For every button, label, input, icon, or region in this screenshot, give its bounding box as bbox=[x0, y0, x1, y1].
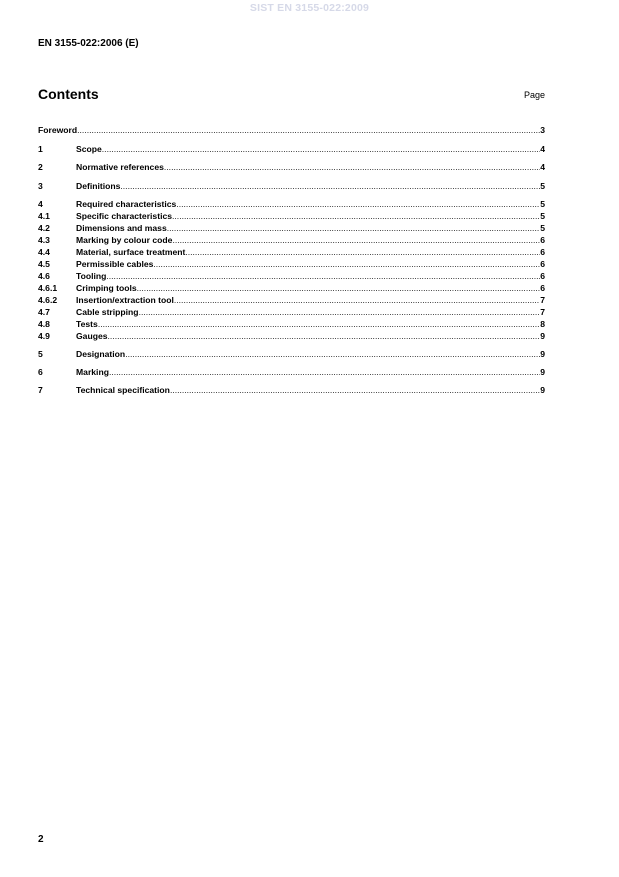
toc-entry-title: Cable stripping bbox=[76, 307, 139, 317]
toc-entry-title: Dimensions and mass bbox=[76, 223, 167, 233]
toc-entry-number: 3 bbox=[38, 181, 43, 191]
toc-entry-page: 4 bbox=[540, 162, 545, 172]
toc-entry-number: 4.2 bbox=[38, 223, 50, 233]
toc-entry-4[interactable] bbox=[38, 198, 545, 210]
toc-entry-page: 9 bbox=[540, 367, 545, 377]
toc-entry-number: 4.4 bbox=[38, 247, 50, 257]
toc-entry-title: Tests bbox=[76, 319, 98, 329]
toc-entry-number: 2 bbox=[38, 162, 43, 172]
toc-entry-title: Normative references bbox=[76, 162, 164, 172]
toc-entry-number: 4.6.1 bbox=[38, 283, 58, 293]
document-id: EN 3155-022:2006 (E) bbox=[38, 38, 139, 49]
toc-leader-dots bbox=[185, 246, 540, 258]
toc-entry-title: Crimping tools bbox=[76, 283, 137, 293]
toc-leader-dots bbox=[108, 330, 541, 342]
toc-entry-page: 8 bbox=[540, 319, 545, 329]
toc-entry-title: Specific characteristics bbox=[76, 211, 173, 221]
toc-leader-dots bbox=[164, 161, 540, 173]
toc-entry-2[interactable] bbox=[38, 161, 545, 173]
toc-leader-dots bbox=[106, 270, 540, 282]
toc-entry-foreword[interactable] bbox=[38, 124, 545, 136]
toc-entry-number: 4.9 bbox=[38, 331, 50, 341]
toc-entry-7[interactable] bbox=[38, 384, 545, 396]
watermark: SIST EN 3155-022:2009 bbox=[249, 2, 370, 14]
toc-leader-dots bbox=[170, 384, 540, 396]
toc-leader-dots bbox=[172, 234, 540, 246]
toc-entry-number: 4.8 bbox=[38, 319, 50, 329]
toc-leader-dots bbox=[109, 366, 540, 378]
toc-entry-title: Definitions bbox=[76, 181, 121, 191]
toc-leader-dots bbox=[120, 180, 540, 192]
toc-entry-title: Material, surface treatment bbox=[76, 247, 186, 257]
toc-entry-page: 5 bbox=[540, 211, 545, 221]
toc-entry-title: Marking bbox=[76, 367, 109, 377]
toc-entry-title: Designation bbox=[76, 349, 126, 359]
toc-entry-page: 7 bbox=[540, 307, 545, 317]
toc-entry-number: 4 bbox=[38, 199, 43, 209]
toc-entry-page: 6 bbox=[540, 247, 545, 257]
toc-entry-page: 5 bbox=[540, 199, 545, 209]
toc-entry-title: Gauges bbox=[76, 331, 108, 341]
toc-entry-4-4[interactable] bbox=[38, 246, 545, 258]
toc-entry-title: Foreword bbox=[38, 125, 78, 135]
toc-entry-4-7[interactable] bbox=[38, 306, 545, 318]
toc-entry-title: Tooling bbox=[76, 271, 107, 281]
toc-entry-title: Required characteristics bbox=[76, 199, 177, 209]
toc-entry-title: Scope bbox=[76, 144, 102, 154]
toc-leader-dots bbox=[153, 258, 540, 270]
toc-entry-page: 6 bbox=[540, 283, 545, 293]
toc-entry-page: 6 bbox=[540, 271, 545, 281]
toc-entry-page: 9 bbox=[540, 385, 545, 395]
toc-entry-3[interactable] bbox=[38, 180, 545, 192]
toc-entry-4-5[interactable] bbox=[38, 258, 545, 270]
toc-leader-dots bbox=[172, 210, 540, 222]
toc-entry-page: 9 bbox=[540, 331, 545, 341]
toc-entry-title: Permissible cables bbox=[76, 259, 154, 269]
contents-title: Contents bbox=[38, 86, 99, 102]
toc-leader-dots bbox=[137, 282, 541, 294]
toc-entry-title: Marking by colour code bbox=[76, 235, 173, 245]
toc-entry-4-1[interactable] bbox=[38, 210, 545, 222]
toc-entry-4-6-1[interactable] bbox=[38, 282, 545, 294]
toc-entry-number: 6 bbox=[38, 367, 43, 377]
toc-entry-number: 4.5 bbox=[38, 259, 50, 269]
toc-entry-page: 6 bbox=[540, 235, 545, 245]
toc-entry-4-8[interactable] bbox=[38, 318, 545, 330]
toc-entry-number: 4.3 bbox=[38, 235, 50, 245]
toc-leader-dots bbox=[102, 143, 540, 155]
toc-entry-6[interactable] bbox=[38, 366, 545, 378]
toc-entry-page: 7 bbox=[540, 295, 545, 305]
toc-entry-page: 3 bbox=[540, 125, 545, 135]
toc-entry-number: 1 bbox=[38, 144, 43, 154]
toc-entry-number: 4.6.2 bbox=[38, 295, 58, 305]
toc-entry-title: Technical specification bbox=[76, 385, 170, 395]
toc-entry-page: 4 bbox=[540, 144, 545, 154]
toc-entry-4-3[interactable] bbox=[38, 234, 545, 246]
toc-entry-number: 4.1 bbox=[38, 211, 50, 221]
toc-leader-dots bbox=[174, 294, 540, 306]
toc-entry-number: 4.6 bbox=[38, 271, 50, 281]
toc-entry-number: 5 bbox=[38, 349, 43, 359]
toc-entry-4-6-2[interactable] bbox=[38, 294, 545, 306]
toc-entry-number: 7 bbox=[38, 385, 43, 395]
toc-entry-4-9[interactable] bbox=[38, 330, 545, 342]
toc-leader-dots bbox=[125, 348, 540, 360]
toc-leader-dots bbox=[139, 306, 541, 318]
toc-entry-4-6[interactable] bbox=[38, 270, 545, 282]
toc-entry-page: 5 bbox=[540, 223, 545, 233]
toc-entry-title: Insertion/extraction tool bbox=[76, 295, 174, 305]
toc-leader-dots bbox=[176, 198, 540, 210]
page-column-label: Page bbox=[523, 90, 545, 100]
toc-entry-page: 5 bbox=[540, 181, 545, 191]
toc-leader-dots bbox=[167, 222, 540, 234]
toc-entry-number: 4.7 bbox=[38, 307, 50, 317]
toc-entry-5[interactable] bbox=[38, 348, 545, 360]
toc-entry-page: 6 bbox=[540, 259, 545, 269]
page-number: 2 bbox=[38, 834, 44, 845]
toc-leader-dots bbox=[98, 318, 540, 330]
toc-entry-1[interactable] bbox=[38, 143, 545, 155]
toc-entry-4-2[interactable] bbox=[38, 222, 545, 234]
toc-leader-dots bbox=[77, 124, 540, 136]
toc-entry-page: 9 bbox=[540, 349, 545, 359]
